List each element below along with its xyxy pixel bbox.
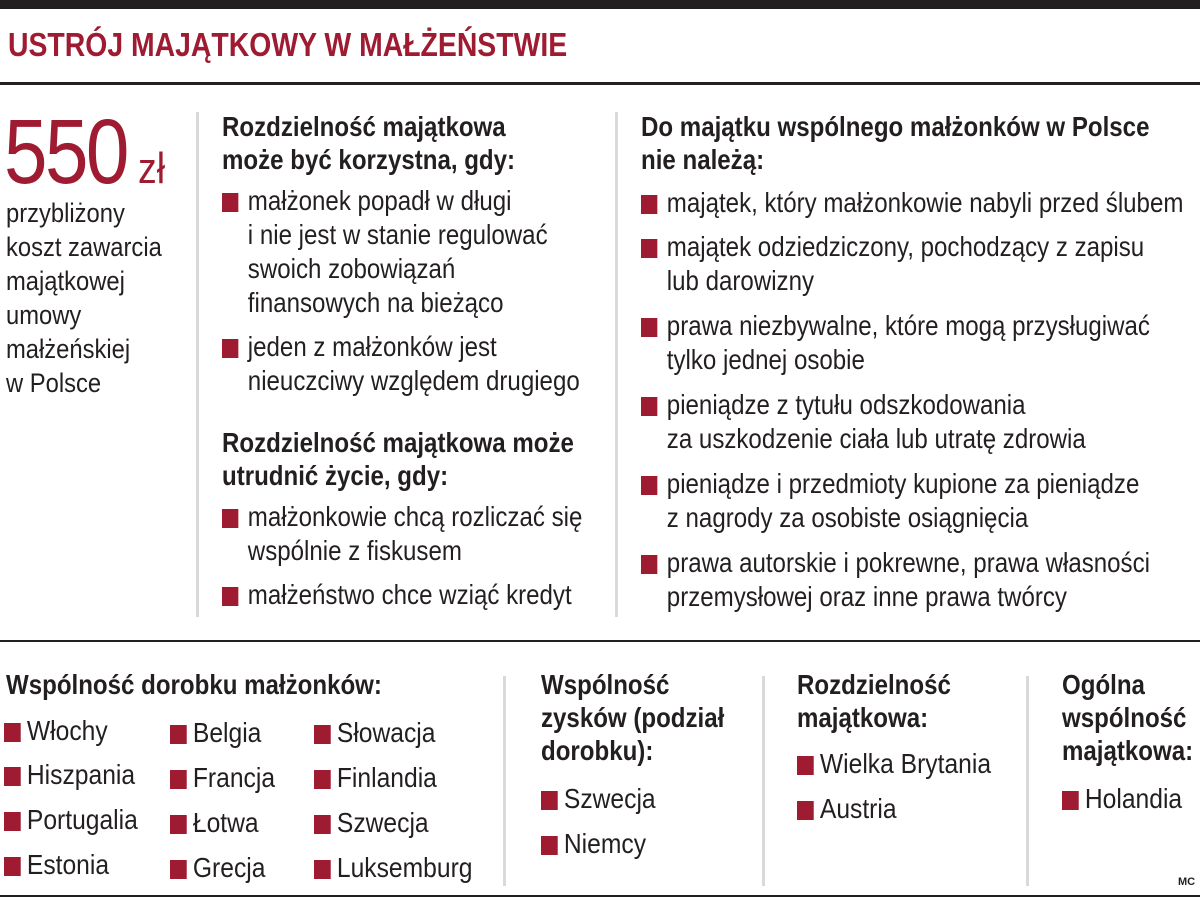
country-item <box>170 806 259 840</box>
cost-description-line: majątkowej <box>6 266 125 296</box>
item-line: małżeństwo chce wziąć kredyt <box>247 579 572 610</box>
heading-line: majątkowa: <box>1062 735 1194 766</box>
beneficial-section <box>222 110 580 398</box>
country-item <box>170 761 275 795</box>
square-bullet-icon <box>4 767 21 786</box>
country-item <box>314 851 472 885</box>
item-line: majątek odziedziczony, pochodzący z zapisu <box>666 231 1145 262</box>
country-label: Grecja <box>192 852 266 883</box>
difficult-section <box>222 426 582 612</box>
cost-description <box>6 196 173 400</box>
heading-line: Do majątku wspólnego małżonków w Polsce <box>641 111 1150 142</box>
square-bullet-icon <box>541 836 558 855</box>
list-item <box>641 546 1183 614</box>
list-item <box>641 230 1183 298</box>
title-divider <box>0 82 1200 85</box>
cost-unit: zł <box>138 144 166 193</box>
heading-line: Rozdzielność majątkowa <box>222 111 506 142</box>
country-item <box>4 714 108 748</box>
cost-figure <box>4 100 166 205</box>
item-line: małżonek popadł w długi <box>247 185 512 216</box>
square-bullet-icon <box>314 725 331 744</box>
square-bullet-icon <box>1062 791 1079 810</box>
credit-label: MC <box>1178 876 1196 888</box>
square-bullet-icon <box>222 193 238 212</box>
difficult-heading <box>222 426 582 492</box>
heading-line: dorobku): <box>541 735 654 766</box>
list-item <box>641 309 1183 377</box>
separation-heading <box>797 668 951 734</box>
list-item <box>641 186 1183 220</box>
excluded-section <box>641 110 1183 614</box>
country-label: Hiszpania <box>26 759 136 790</box>
item-line: nieuczciwy względem drugiego <box>247 365 580 396</box>
column-divider <box>762 676 765 886</box>
country-item <box>314 716 435 750</box>
item-line: lub darowizny <box>666 265 815 296</box>
square-bullet-icon <box>4 812 21 831</box>
heading-line: Rozdzielność majątkowa może <box>222 427 574 458</box>
country-label: Austria <box>819 793 897 824</box>
item-line: za uszkodzenie ciała lub utratę zdrowia <box>666 423 1086 454</box>
cost-description-line: umowy <box>6 300 82 330</box>
item-line: wspólnie z fiskusem <box>247 535 462 566</box>
square-bullet-icon <box>222 339 238 358</box>
heading-line: utrudnić życie, gdy: <box>222 460 449 491</box>
country-item <box>4 758 135 792</box>
heading-line: wspólność <box>1062 702 1187 733</box>
community-of-gains-heading <box>541 668 724 767</box>
country-label: Szwecja <box>336 807 429 838</box>
column-divider <box>1026 676 1029 886</box>
country-item <box>541 827 646 861</box>
square-bullet-icon <box>641 239 657 258</box>
square-bullet-icon <box>641 476 657 495</box>
item-line: swoich zobowiązań <box>247 253 456 284</box>
cost-description-line: przybliżony <box>6 198 125 228</box>
item-line: z nagrody za osobiste osiągnięcia <box>666 502 1029 533</box>
country-label: Słowacja <box>336 717 436 748</box>
square-bullet-icon <box>641 397 657 416</box>
country-label: Włochy <box>26 715 108 746</box>
section-divider <box>0 640 1200 642</box>
item-line: pieniądze i przedmioty kupione za pieniądze <box>666 468 1140 499</box>
country-item <box>170 851 265 885</box>
column-divider <box>503 676 506 886</box>
heading-line: Wspólność <box>541 669 670 700</box>
cost-description-line: małżeńskiej <box>6 334 131 364</box>
square-bullet-icon <box>314 770 331 789</box>
country-item <box>1062 782 1182 816</box>
item-line: prawa niezbywalne, które mogą przysługiwać <box>666 310 1150 341</box>
community-of-acquisitions-heading: Wspólność dorobku małżonków: <box>6 669 382 700</box>
heading-line: może być korzystna, gdy: <box>222 144 516 175</box>
country-label: Estonia <box>26 849 110 880</box>
country-label: Luksemburg <box>336 852 473 883</box>
country-label: Łotwa <box>192 807 259 838</box>
country-item <box>797 792 897 826</box>
square-bullet-icon <box>314 815 331 834</box>
item-line: finansowych na bieżąco <box>247 287 504 318</box>
country-item <box>4 848 109 882</box>
heading-line: Ogólna <box>1062 669 1145 700</box>
square-bullet-icon <box>222 587 238 606</box>
square-bullet-icon <box>797 801 814 820</box>
country-item <box>170 716 261 750</box>
square-bullet-icon <box>541 791 558 810</box>
cost-amount: 550 <box>4 101 127 203</box>
square-bullet-icon <box>641 318 657 337</box>
cost-description-line: koszt zawarcia <box>6 232 162 262</box>
country-item <box>4 803 138 837</box>
excluded-heading <box>641 110 1183 176</box>
list-item <box>222 330 580 398</box>
square-bullet-icon <box>314 860 331 879</box>
top-bar <box>0 0 1200 9</box>
square-bullet-icon <box>641 195 657 214</box>
column-divider <box>615 112 618 617</box>
country-item <box>314 806 429 840</box>
page-title: USTRÓJ MAJĄTKOWY W MAŁŻEŃSTWIE <box>8 26 568 63</box>
square-bullet-icon <box>797 756 814 775</box>
country-label: Finlandia <box>336 762 437 793</box>
country-label: Francja <box>192 762 276 793</box>
item-line: pieniądze z tytułu odszkodowania <box>666 389 1026 420</box>
general-community-heading <box>1062 668 1193 767</box>
square-bullet-icon <box>4 857 21 876</box>
bottom-divider <box>0 895 1200 897</box>
country-label: Niemcy <box>563 828 647 859</box>
square-bullet-icon <box>641 555 657 574</box>
list-item <box>222 578 582 612</box>
heading-line: Rozdzielność <box>797 669 951 700</box>
item-line: prawa autorskie i pokrewne, prawa własności <box>666 547 1150 578</box>
heading-line: majątkowa: <box>797 702 929 733</box>
list-item <box>222 184 580 320</box>
country-label: Belgia <box>192 717 262 748</box>
item-line: jeden z małżonków jest <box>247 331 497 362</box>
item-line: małżonkowie chcą rozliczać się <box>247 501 583 532</box>
square-bullet-icon <box>170 860 187 879</box>
heading-line: zysków (podział <box>541 702 725 733</box>
square-bullet-icon <box>170 815 187 834</box>
square-bullet-icon <box>170 725 187 744</box>
item-line: tylko jednej osobie <box>666 344 865 375</box>
list-item <box>641 467 1183 535</box>
beneficial-heading <box>222 110 580 176</box>
country-item <box>314 761 437 795</box>
heading-line: nie należą: <box>641 144 765 175</box>
list-item <box>222 500 582 568</box>
country-label: Wielka Brytania <box>819 748 992 779</box>
list-item <box>641 388 1183 456</box>
country-item <box>797 747 991 781</box>
item-line: i nie jest w stanie regulować <box>247 219 548 250</box>
cost-description-line: w Polsce <box>6 368 102 398</box>
country-label: Szwecja <box>563 783 656 814</box>
country-label: Holandia <box>1084 783 1183 814</box>
country-label: Portugalia <box>26 804 138 835</box>
square-bullet-icon <box>4 723 21 742</box>
square-bullet-icon <box>170 770 187 789</box>
square-bullet-icon <box>222 509 238 528</box>
column-divider <box>196 112 199 617</box>
item-line: przemysłowej oraz inne prawa twórcy <box>666 581 1067 612</box>
item-line: majątek, który małżonkowie nabyli przed ślubem <box>666 187 1184 218</box>
country-item <box>541 782 656 816</box>
